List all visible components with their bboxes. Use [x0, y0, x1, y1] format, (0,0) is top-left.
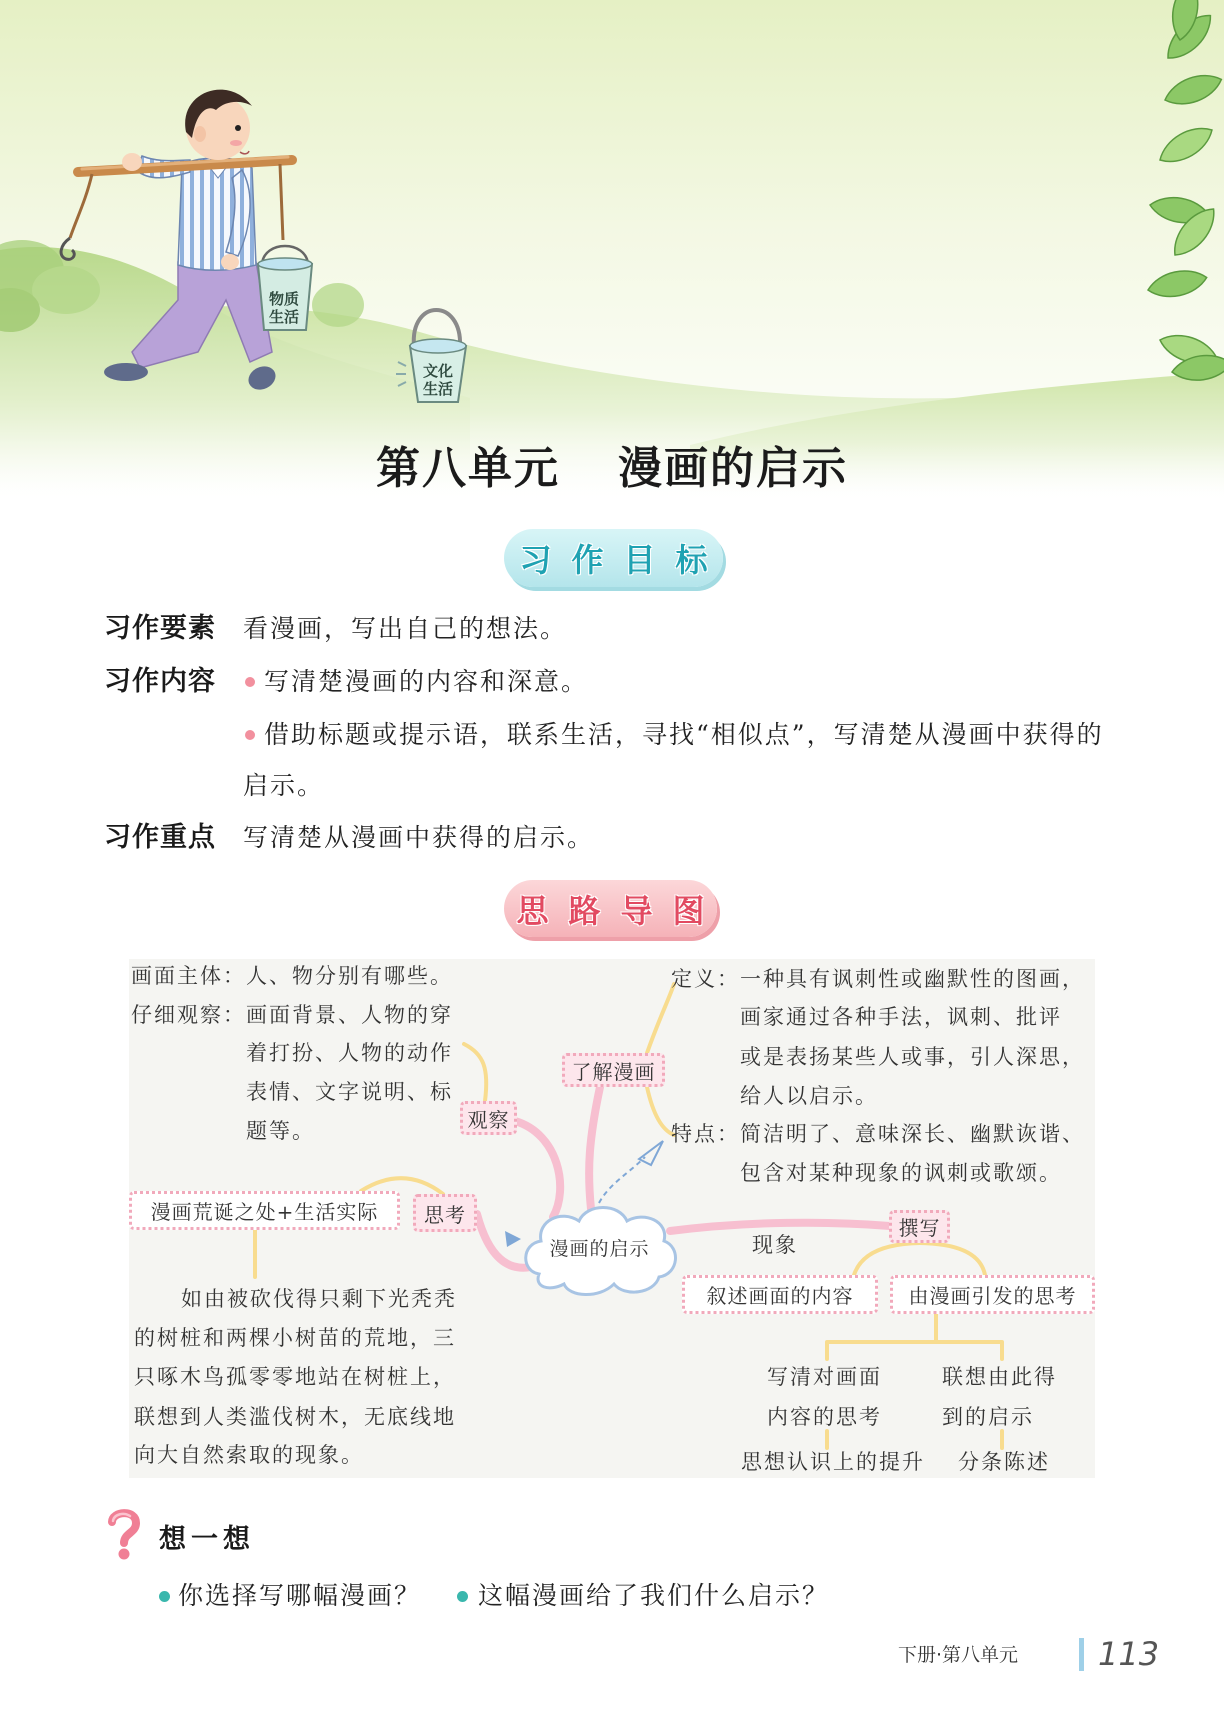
definition-line: 一种具有讽刺性或幽默性的图画，	[740, 967, 1085, 991]
unit-number: 第八单元	[376, 443, 560, 494]
bucket-culture-line-1: 文化	[422, 362, 453, 380]
header-illustration	[0, 0, 1224, 500]
content-bullet-2-line-2: 启示。	[243, 771, 325, 800]
branch-understand	[589, 1087, 600, 1209]
bucket-culture-line-2: 生活	[422, 380, 453, 398]
feature-line: 包含对某种现象的讽刺或歌颂。	[740, 1161, 1062, 1185]
question-bullet	[159, 1591, 170, 1602]
reflect-heading: 想一想	[159, 1524, 255, 1555]
left-sub-line: 内容的思考	[767, 1405, 882, 1429]
question-bullet	[457, 1591, 468, 1602]
question-2: 这幅漫画给了我们什么启示？	[478, 1581, 830, 1610]
bucket-culture-label	[418, 362, 458, 398]
node-observe: 观察	[460, 1101, 517, 1135]
mind-map-heading-text: 思路导图	[516, 891, 725, 930]
example-line: 如由被砍伐得只剩下光秃秃	[181, 1287, 457, 1311]
example-line: 只啄木鸟孤零零地站在树桩上，	[134, 1365, 456, 1389]
bullet-dot	[245, 677, 255, 687]
node-write: 撰写	[889, 1210, 950, 1243]
paper-plane-icon	[599, 1141, 663, 1203]
feature-line: 简洁明了、意味深长、幽默诙谐、	[740, 1122, 1085, 1146]
branch-definition	[647, 984, 674, 1053]
question-mark-icon	[104, 1507, 144, 1561]
subject-text: 人、物分别有哪些。	[246, 964, 453, 988]
unit-title	[0, 436, 1224, 492]
bucket-material-line-1: 物质	[268, 290, 299, 308]
definition-line: 给人以启示。	[740, 1084, 878, 1108]
node-think: 思考	[413, 1194, 477, 1232]
goals-heading-text: 习作目标	[519, 541, 728, 579]
branch-sub-notes	[827, 1431, 1002, 1448]
left-sub-note: 思想认识上的提升	[741, 1450, 925, 1474]
content-bullet-2-line-1: 借助标题或提示语，联系生活，寻找“相似点”，写清楚从漫画中获得的	[264, 720, 1104, 749]
unit-topic: 漫画的启示	[618, 443, 848, 494]
branch-observe	[515, 1121, 560, 1217]
mind-map	[129, 959, 1095, 1478]
subject-label: 画面主体：	[131, 964, 246, 988]
feature-label: 特点：	[671, 1122, 740, 1146]
detail-line: 题等。	[246, 1119, 315, 1143]
bucket-material-line-2: 生活	[268, 308, 299, 326]
branch-observe-detail	[464, 1044, 486, 1101]
element-text: 看漫画，写出自己的想法。	[243, 614, 568, 643]
focus-text: 写清楚从漫画中获得的启示。	[243, 823, 595, 852]
left-sub-line: 写清对画面	[767, 1365, 882, 1389]
detail-line: 画面背景、人物的穿	[246, 1003, 453, 1027]
node-understand: 了解漫画	[562, 1053, 665, 1087]
bullet-dot	[245, 730, 255, 740]
center-node-text: 漫画的启示	[549, 1238, 650, 1260]
content-bullet-1: 写清楚漫画的内容和深意。	[264, 667, 589, 696]
definition-label: 定义：	[671, 967, 740, 991]
footer-divider	[1079, 1638, 1084, 1671]
formula-box: 漫画荒诞之处+生活实际	[129, 1191, 400, 1230]
detail-line: 着打扮、人物的动作	[246, 1041, 453, 1065]
page-number: 113	[1098, 1635, 1160, 1673]
content-label: 习作内容	[104, 666, 216, 697]
branch-write	[670, 1223, 890, 1231]
example-line: 的树桩和两棵小树苗的荒地，三	[134, 1326, 456, 1350]
focus-label: 习作重点	[104, 822, 216, 853]
example-line: 向大自然索取的现象。	[134, 1443, 364, 1467]
pointer-icon	[505, 1231, 521, 1247]
reflect-box: 由漫画引发的思考	[890, 1275, 1095, 1314]
bucket-material-label	[264, 290, 304, 326]
right-sub-line: 联想由此得	[942, 1365, 1057, 1389]
narrate-box: 叙述画面的内容	[682, 1275, 878, 1314]
right-sub-line: 到的启示	[942, 1405, 1034, 1429]
detail-label: 仔细观察：	[131, 1003, 246, 1027]
branch-reflect	[920, 1243, 985, 1275]
element-label: 习作要素	[104, 613, 216, 644]
branch-narrate	[854, 1243, 920, 1275]
branch-reflect-subs	[827, 1314, 1002, 1359]
question-1: 你选择写哪幅漫画？	[178, 1581, 422, 1610]
goals-heading	[504, 529, 728, 587]
detail-line: 表情、文字说明、标	[246, 1080, 453, 1104]
definition-line: 或是表扬某些人或事，引人深思，	[740, 1045, 1085, 1069]
example-line: 联想到人类滥伐树木，无底线地	[134, 1405, 456, 1429]
right-sub-note: 分条陈述	[958, 1450, 1050, 1474]
branch-feature	[647, 1087, 674, 1135]
footer-section: 下册·第八单元	[898, 1644, 1019, 1666]
mind-map-heading	[504, 880, 725, 937]
definition-line: 画家通过各种手法，讽刺、批评	[740, 1005, 1062, 1029]
branch-note: 现象	[752, 1233, 798, 1257]
